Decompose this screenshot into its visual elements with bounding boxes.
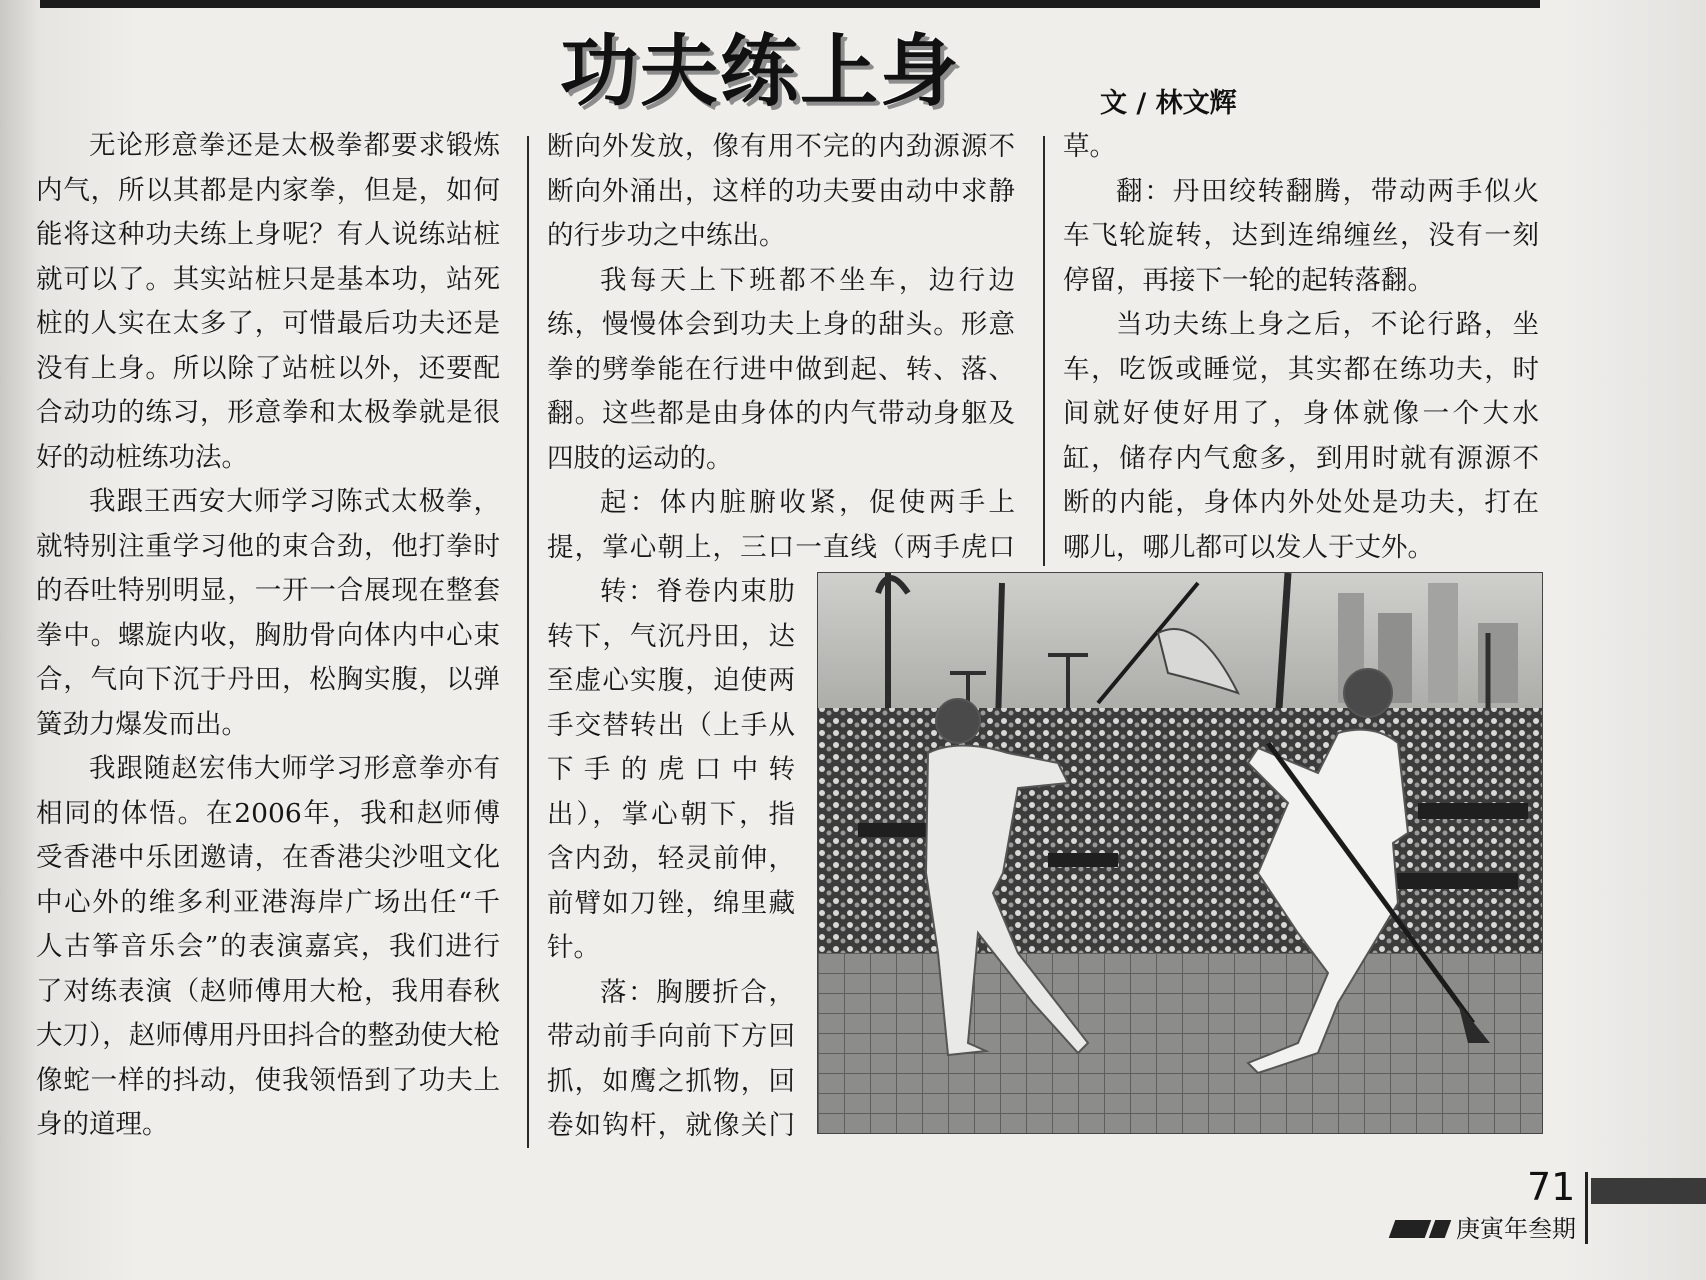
paragraph: 翻：丹田绞转翻腾，带动两手似火车飞轮旋转，达到连绵缠丝，没有一刻停留，再接下一轮的起转落翻。: [1063, 175, 1539, 296]
paragraph: 落：胸腰折合，带动前手向前下方回抓，如鹰之抓物，回卷如钩杆，就像关门: [547, 976, 795, 1141]
column-divider: [527, 136, 529, 1148]
paragraph: 我每天上下班都不坐车，边行边练，慢慢体会到功夫上身的甜头。形意拳的劈拳能在行进中做到起、转、落、翻。这些都是由身体的内气带动身躯及四肢的运动的。: [547, 264, 1015, 474]
article-title: 功夫练上身: [560, 27, 961, 117]
column-2-top: [547, 125, 1015, 570]
paragraph: [36, 1148, 500, 1155]
paragraph: 我跟王西安大师学习陈式太极拳，就特别注重学习他的束合劲，他打拳时的吞吐特别明显，一开一合展现在整套拳中。螺旋内收，胸肋骨向体内中心束合，气向下沉于丹田，松胸实腹，以弹簧劲力爆发而出。: [36, 486, 500, 740]
column-divider: [1043, 136, 1045, 566]
paragraph: 草。: [1063, 131, 1116, 162]
footer-block: [1591, 1178, 1706, 1204]
column-1: [36, 124, 500, 1154]
footer-rule: [1585, 1172, 1588, 1244]
column-3: [1063, 125, 1539, 570]
performance-photo-illustration: [818, 573, 1542, 1133]
paragraph: 转：脊卷内束肋转下，气沉丹田，达至虚心实腹，迫使两手交替转出（上手从下手的虎口中转出），掌心朝下，指含内劲，轻灵前伸，前臂如刀锉，绵里藏针。: [547, 576, 795, 963]
top-rule: [40, 0, 1540, 8]
column-2-bottom: [547, 570, 795, 1150]
paragraph: 起：体内脏腑收紧，促使两手上提，掌心朝上，三口一直线（两手虎口: [547, 487, 1015, 563]
performance-photo: [817, 572, 1543, 1134]
article-byline: 文 / 林文辉: [1100, 88, 1237, 119]
paragraph: 断向外发放，像有用不完的内劲源源不断向外涌出，这样的功夫要由动中求静的行步功之中练出。: [547, 131, 1015, 251]
issue-label: 庚寅年叁期: [1456, 1215, 1576, 1243]
issue-bar: [1429, 1220, 1452, 1238]
issue-bar: [1389, 1220, 1432, 1238]
paragraph: 当功夫练上身之后，不论行路，坐车，吃饭或睡觉，其实都在练功夫，时间就好使好用了，身体就像一个大水缸，储存内气愈多，到用时就有源源不断的内能，身体内外处处是功夫，打在哪儿，哪儿都可以发人于丈外。: [1063, 309, 1539, 563]
page-number: 71: [1527, 1165, 1576, 1209]
paragraph: 我跟随赵宏伟大师学习形意拳亦有相同的体悟。在2006年，我和赵师傅受香港中乐团邀请，在香港尖沙咀文化中心外的维多利亚港海岸广场出任“千人古筝音乐会”的表演嘉宾，我们进行了对练表演（赵师傅用大枪，我用春秋大刀），赵师傅用丹田抖合的整劲使大枪像蛇一样的抖动，使我领悟到了功夫上身的道理。: [36, 753, 500, 1140]
paragraph: 无论形意拳还是太极拳都要求锻炼内气，所以其都是内家拳，但是，如何能将这种功夫练上身呢？有人说练站桩就可以了。其实站桩只是基本功，站死桩的人实在太多了，可惜最后功夫还是没有上身。所以除了站桩以外，还要配合动功的练习，形意拳和太极拳就是很好的动桩练功法。: [36, 130, 500, 473]
